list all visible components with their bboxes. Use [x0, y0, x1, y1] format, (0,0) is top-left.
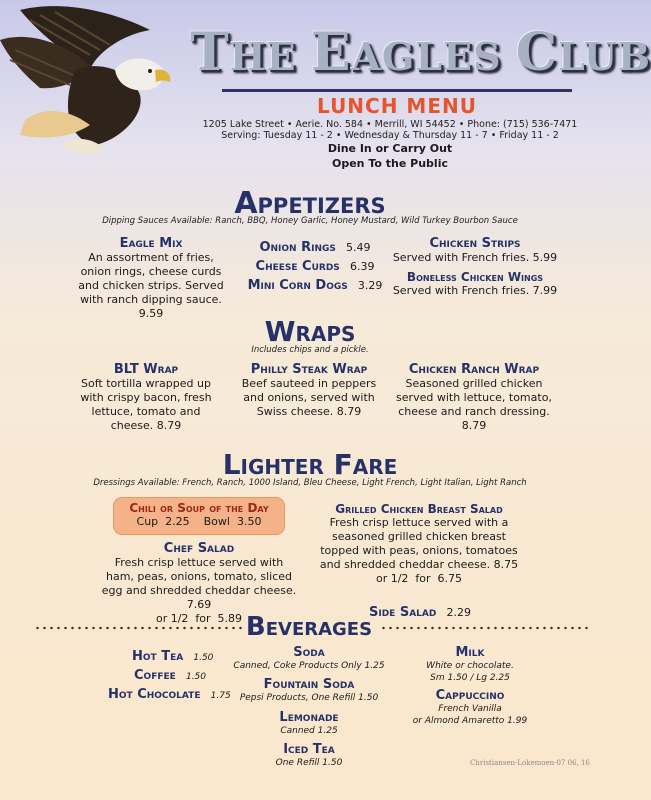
- cheese-curds-item: [240, 255, 390, 274]
- milk-sizes: Sm 1.50 / Lg 2.25: [430, 673, 510, 683]
- philly-wrap-item: [234, 362, 384, 419]
- grilled-chicken-salad-name: Grilled Chicken Breast Salad: [335, 502, 503, 516]
- cheese-curds-price: 6.39: [349, 260, 375, 273]
- beverages-heading: Beverages: [245, 612, 373, 642]
- soda-item: [224, 645, 394, 672]
- chicken-strips-name: Chicken Strips: [429, 236, 521, 251]
- cappuccino-flavor: French Vanilla: [438, 704, 502, 714]
- hot-tea-price: 1.50: [193, 653, 214, 663]
- menu-title: LUNCH MENU: [317, 94, 477, 118]
- philly-wrap-name: Philly Steak Wrap: [250, 362, 368, 377]
- iced-tea-desc: One Refill 1.50: [275, 758, 343, 768]
- cheese-curds-name: Cheese Curds: [255, 259, 340, 274]
- onion-rings-name: Onion Rings: [259, 240, 336, 255]
- cappuccino-item: [400, 688, 540, 727]
- eagle-illustration: [0, 0, 190, 160]
- iced-tea-item: [224, 742, 394, 769]
- grilled-chicken-salad-item: [318, 502, 520, 586]
- chicken-ranch-wrap-item: [390, 362, 558, 433]
- hot-chocolate-price: 1.75: [210, 691, 231, 701]
- coffee-name: Coffee: [134, 668, 176, 683]
- soda-name: Soda: [293, 645, 325, 660]
- philly-wrap-desc: Beef sauteed in peppers and onions, served with Swiss cheese. 8.79: [241, 377, 377, 418]
- fountain-soda-desc: Pepsi Products, One Refill 1.50: [239, 693, 379, 703]
- lighter-fare-heading: Lighter Fare: [222, 448, 398, 481]
- chicken-ranch-wrap-desc: Seasoned grilled chicken served with lettuce, tomato, cheese and ranch dressing. 8.79: [396, 377, 552, 432]
- chef-salad-name: Chef Salad: [163, 541, 235, 556]
- wraps-note: Includes chips and a pickle.: [251, 345, 369, 355]
- lemonade-name: Lemonade: [279, 710, 339, 725]
- side-salad-price: 2.29: [446, 606, 472, 619]
- dotted-divider-left: [34, 626, 244, 630]
- cappuccino-desc: or Almond Amaretto 1.99: [412, 716, 528, 726]
- address-line: 1205 Lake Street • Aerie. No. 584 • Merrill, WI 54452 • Phone: (715) 536-7471: [202, 119, 578, 130]
- fountain-soda-name: Fountain Soda: [263, 677, 355, 692]
- dipping-sauces-note: Dipping Sauces Available: Ranch, BBQ, Honey Garlic, Honey Mustard, Wild Turkey Bourbon Sauce: [102, 216, 518, 226]
- chili-soup-item: [113, 501, 285, 529]
- eagle-mix-desc: An assortment of fries, onion rings, cheese curds and chicken strips. Served with ranch dipping sauce. 9.59: [78, 251, 224, 320]
- eagle-mix-item: [72, 236, 230, 321]
- soda-desc: Canned, Coke Products Only 1.25: [233, 661, 385, 671]
- designer-credit: Christiansen-Lokemoen-07 06, 16: [470, 759, 590, 767]
- wraps-heading: Wraps: [264, 315, 356, 348]
- chicken-ranch-wrap-name: Chicken Ranch Wrap: [408, 362, 540, 377]
- milk-desc: White or chocolate.: [426, 661, 514, 671]
- onion-rings-price: 5.49: [346, 241, 371, 254]
- chef-salad-desc: Fresh crisp lettuce served with ham, peas, onions, tomato, sliced egg and shredded cheddar cheese. 7.69: [101, 556, 297, 611]
- grilled-chicken-salad-half: or 1/2 for 6.75: [375, 572, 463, 585]
- iced-tea-name: Iced Tea: [283, 742, 335, 757]
- blt-wrap-desc: Soft tortilla wrapped up with crispy bacon, fresh lettuce, tomato and cheese. 8.79: [80, 377, 212, 432]
- chili-soup-prices: Cup 2.25 Bowl 3.50: [136, 515, 262, 528]
- hours-line: Serving: Tuesday 11 - 2 • Wednesday & Thursday 11 - 7 • Friday 11 - 2: [221, 130, 559, 141]
- hot-chocolate-name: Hot Chocolate: [108, 687, 201, 702]
- lemonade-item: [224, 710, 394, 737]
- hot-chocolate-item: [108, 683, 231, 702]
- club-title: THE EAGLES CLUB: [190, 22, 651, 83]
- cappuccino-name: Cappuccino: [435, 688, 505, 703]
- chicken-strips-item: [390, 236, 560, 265]
- corn-dogs-item: [240, 274, 390, 293]
- blt-wrap-name: BLT Wrap: [113, 362, 179, 377]
- side-salad-name: Side Salad: [368, 605, 437, 620]
- coffee-item: [134, 664, 206, 683]
- dressings-note: Dressings Available: French, Ranch, 1000 Island, Bleu Cheese, Light French, Light Italian, Light Ranch: [93, 478, 527, 488]
- coffee-price: 1.50: [185, 672, 207, 682]
- chicken-strips-desc: Served with French fries. 5.99: [392, 251, 558, 264]
- dotted-divider-right: [380, 626, 590, 630]
- hot-tea-name: Hot Tea: [132, 649, 184, 664]
- milk-item: [400, 645, 540, 684]
- boneless-wings-item: [382, 270, 568, 298]
- chef-salad-half: or 1/2 for 5.89: [155, 612, 243, 625]
- hot-tea-item: [132, 645, 213, 664]
- fountain-soda-item: [224, 677, 394, 704]
- corn-dogs-price: 3.29: [357, 279, 383, 292]
- boneless-wings-name: Boneless Chicken Wings: [406, 270, 544, 284]
- onion-rings-item: [240, 236, 390, 255]
- corn-dogs-name: Mini Corn Dogs: [247, 278, 348, 293]
- blt-wrap-item: [70, 362, 222, 433]
- milk-name: Milk: [455, 645, 485, 660]
- eagle-mix-name: Eagle Mix: [119, 236, 183, 251]
- dine-in-line: Dine In or Carry Out: [327, 142, 453, 155]
- boneless-wings-desc: Served with French fries. 7.99: [392, 284, 558, 297]
- public-line: Open To the Public: [332, 157, 448, 170]
- title-underline: [222, 89, 572, 92]
- lemonade-desc: Canned 1.25: [280, 726, 338, 736]
- chili-soup-name: Chili or Soup of the Day: [129, 501, 269, 515]
- grilled-chicken-salad-desc: Fresh crisp lettuce served with a seasoned grilled chicken breast topped with peas, onions, tomatoes and shredded cheddar cheese. 8.75: [319, 516, 519, 571]
- appetizers-heading: Appetizers: [234, 186, 386, 221]
